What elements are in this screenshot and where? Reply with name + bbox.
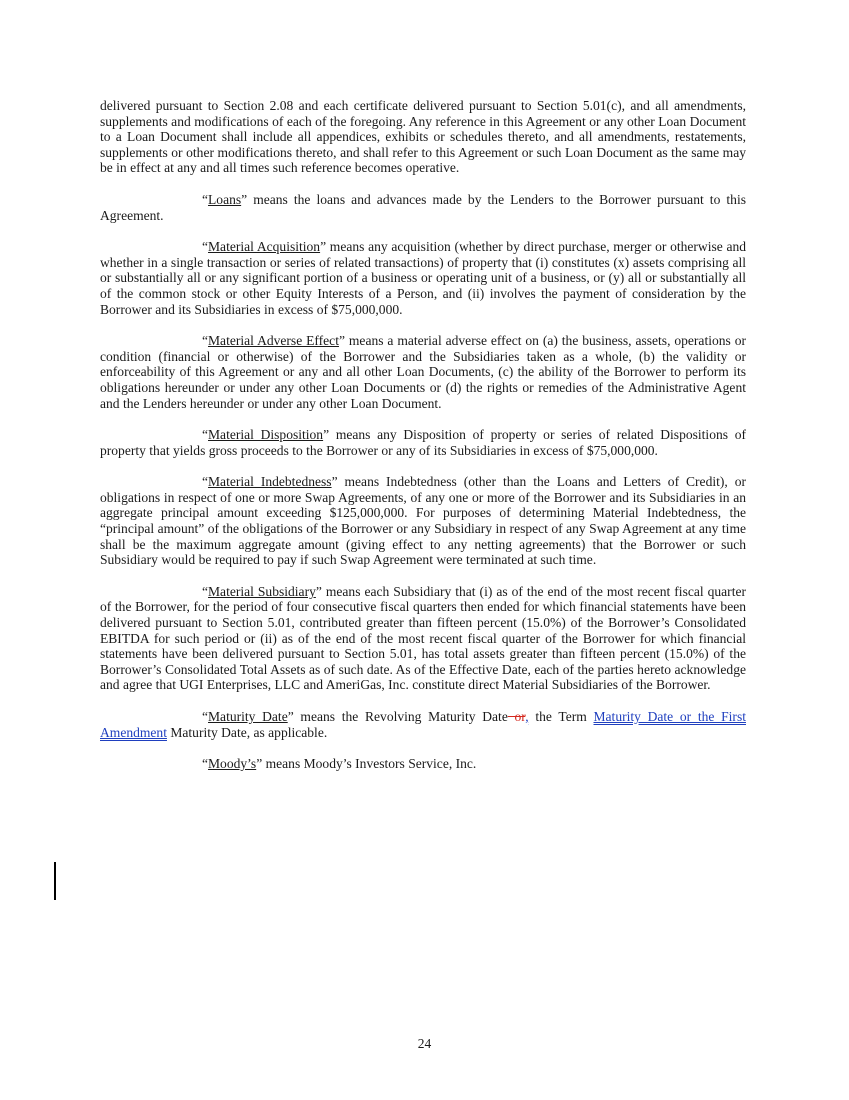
definition-loans [100, 192, 746, 223]
defined-term: Material Subsidiary [208, 583, 316, 599]
definition-text: ” means a material adverse effect on (a) the business, assets, operations or condition (financial or otherwise) of the Borrower and the Subsidiaries taken as a whole, (b) the validity or enforceability of this Agreement or any and all other Loan Documents, (c) the ability of the Borrower to perform its obligations hereunder or under any other Loan Documents or (d) the rights or remedies of the Administrative Agent and the Lenders hereunder or under any other Loan Document. [100, 333, 746, 411]
open-quote: “ [202, 333, 209, 349]
document-page [100, 98, 746, 788]
definition-text: ” means Moody’s Investors Service, Inc. [256, 756, 477, 772]
definition-material-acquisition [100, 239, 746, 317]
open-quote: “ [202, 756, 209, 772]
open-quote: “ [202, 427, 209, 443]
definition-text: ” means each Subsidiary that (i) as of the end of the most recent fiscal quarter of the Borrower, for the period of four consecutive fiscal quarters then ended for which financial statements have been delivered pursuant to Section 5.01, contributed greater than fifteen percent (15.0%) of the Borrower’s Consolidated EBITDA for such period or (ii) as of the end of the most recent fiscal quarter of the Borrower for which financial statements have been delivered pursuant to Section 5.01, has total assets greater than fifteen percent (15.0%) of the Borrower’s Consolidated Total Assets as of such date. As of the Effective Date, each of the parties hereto acknowledge and agree that UGI Enterprises, LLC and AmeriGas, Inc. constitute direct Material Subsidiaries of the Borrower. [100, 583, 746, 693]
open-quote: “ [202, 709, 209, 724]
paragraph-continuation: delivered pursuant to Section 2.08 and each certificate delivered pursuant to Section 5.01(c), and all amendments, supplements and modifications of each of the foregoing. Any reference in this Agreement or any other Loan Document to a Loan Document shall include all appendices, exhibits or schedules thereto, and all amendments, restatements, supplements or other modifications thereto, and shall refer to this Agreement or such Loan Document as the same may be in effect at any and all times such reference becomes operative. [100, 98, 746, 176]
definition-text: ” means the Revolving Maturity Date [287, 709, 508, 724]
inserted-text: Maturity Date or the First Amendment [100, 709, 746, 740]
defined-term: Moody’s [208, 756, 257, 772]
definition-moodys [100, 756, 746, 772]
open-quote: “ [202, 474, 209, 490]
definition-text: ” means any acquisition (whether by direct purchase, merger or otherwise and whether in a single transaction or series of related transactions) of property that (i) constitutes (x) assets comprising all or substantially all or any significant portion of a business or operating unit of a business, or (y) all or substantially all of the common stock or other Equity Interests of a Person, and (ii) involves the payment of consideration by the Borrower and its Subsidiaries in excess of $75,000,000. [100, 239, 747, 317]
definition-text: ” means Indebtedness (other than the Loans and Letters of Credit), or obligations in respect of one or more Swap Agreements, of any one or more of the Borrower and its Subsidiaries in an aggregate principal amount exceeding $125,000,000. For purposes of determining Material Indebtedness, the “principal amount” of the obligations of the Borrower or any Subsidiary in respect of any Swap Agreement at any time shall be the maximum aggregate amount (giving effect to any netting agreements) that the Borrower or such Subsidiary would be required to pay if such Swap Agreement were terminated at such time. [100, 474, 746, 568]
definition-maturity-date [100, 709, 746, 740]
definition-text: ” means the loans and advances made by the Lenders to the Borrower pursuant to this Agreement. [100, 191, 746, 223]
defined-term: Material Adverse Effect [208, 333, 339, 349]
defined-term: Material Disposition [208, 427, 324, 443]
inserted-comma: , [525, 709, 529, 724]
open-quote: “ [202, 191, 209, 207]
definition-text: ” means any Disposition of property or series of related Dispositions of property that yields gross proceeds to the Borrower or any of its Subsidiaries in excess of $75,000,000. [100, 427, 747, 458]
definition-material-subsidiary [100, 584, 746, 693]
definition-material-adverse-effect [100, 333, 746, 411]
defined-term: Maturity Date [208, 709, 288, 724]
definition-material-disposition [100, 427, 746, 458]
defined-term: Loans [208, 191, 242, 207]
revision-change-bar [54, 862, 56, 900]
defined-term: Material Indebtedness [208, 474, 332, 490]
open-quote: “ [202, 583, 209, 599]
open-quote: “ [202, 239, 209, 255]
definition-text: the Term [528, 709, 594, 724]
deleted-text: or [507, 709, 526, 724]
definition-text: Maturity Date, as applicable. [166, 724, 328, 740]
definition-material-indebtedness [100, 474, 746, 568]
defined-term: Material Acquisition [208, 239, 321, 255]
page-number: 24 [417, 1036, 432, 1051]
